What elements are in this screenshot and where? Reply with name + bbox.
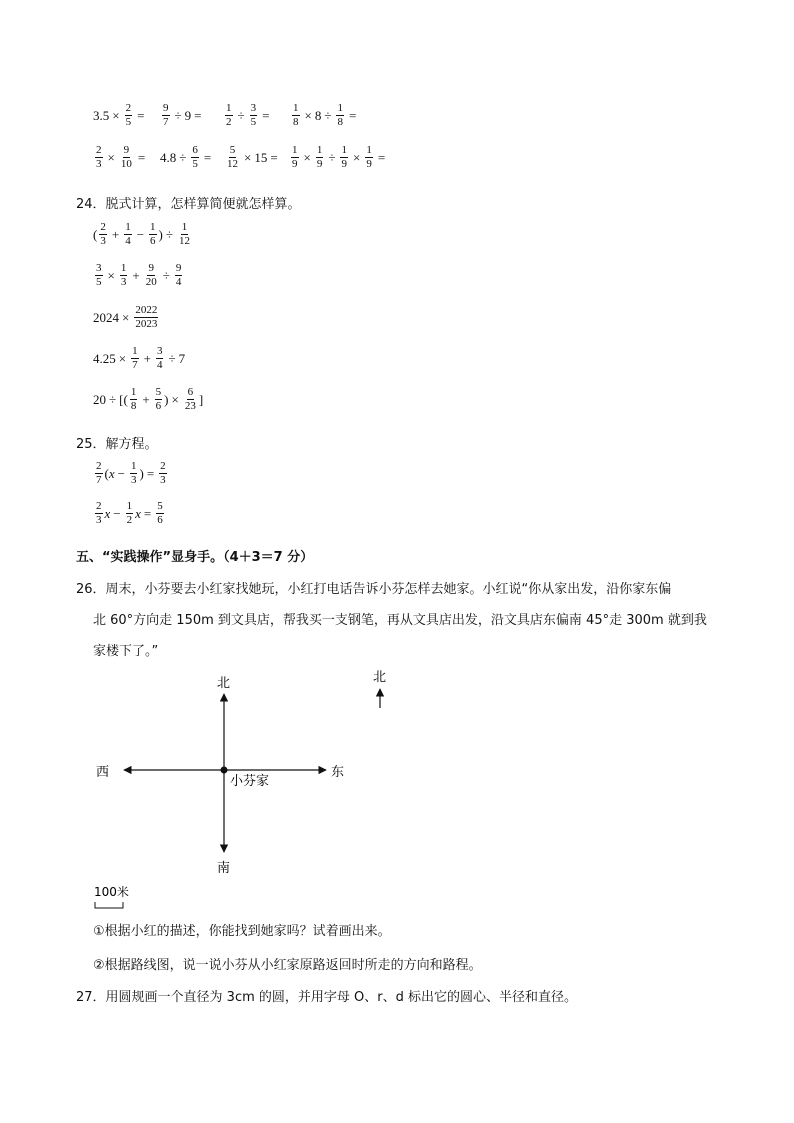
number: 9 xyxy=(184,107,192,123)
q24-expression-2: $\frac{3}{5}$ × $\frac{1}{3}$ + $\frac{9}{20}$ ÷ $\frac{9}{4}$ xyxy=(96,262,182,288)
north-label: 北 xyxy=(217,676,231,691)
operator: ÷ xyxy=(328,149,336,165)
calc-2 xyxy=(160,103,223,128)
calc-7 xyxy=(224,145,289,170)
calc-4 xyxy=(290,103,359,128)
home-point xyxy=(221,767,228,774)
equals: = xyxy=(348,107,357,123)
fraction: $\frac{1}{6}$ xyxy=(150,221,156,247)
fraction: $\frac{1}{2}$ xyxy=(126,500,133,526)
fraction: $\frac{1}{9}$ xyxy=(292,144,298,170)
equals: = xyxy=(137,149,146,165)
fraction: $\frac{9}{7}$ xyxy=(163,102,169,128)
q25-equation-1: $\frac{2}{7}$ ( x − $\frac{1}{3}$ ) = $\frac{2}{3}$ xyxy=(96,460,166,486)
scale-bar xyxy=(95,902,123,908)
home-label: 小芬家 xyxy=(230,774,270,789)
fraction: $\frac{1}{7}$ xyxy=(132,345,138,371)
fraction: $\frac{1}{9}$ xyxy=(366,144,372,170)
fraction: $\frac{9}{4}$ xyxy=(175,262,182,288)
operator: × xyxy=(107,149,115,165)
q24-expression-1: ( $\frac{2}{3}$ + $\frac{1}{4}$ − $\frac{1}{6}$ ) ÷ $\frac{1}{12}$ xyxy=(93,221,191,247)
operator: × xyxy=(112,107,120,123)
equals: = xyxy=(270,149,278,165)
q25-equation-2: $\frac{2}{3}$ x − $\frac{1}{2}$ x = $\frac{5}{6}$ xyxy=(96,500,163,526)
question-26-line-1: 26．周末，小芬要去小红家找她玩，小红打电话告诉小芬怎样去她家。小红说“你从家出发，沿你家东偏 xyxy=(76,582,672,597)
question-24-title: 24．脱式计算，怎样算简便就怎样算。 xyxy=(76,197,301,212)
number: 4.8 xyxy=(160,149,177,165)
fraction: $\frac{6}{23}$ xyxy=(184,386,196,412)
east-label: 东 xyxy=(331,765,345,780)
fraction: $\frac{2}{3}$ xyxy=(160,460,166,486)
operator: × xyxy=(244,149,252,165)
question-26-line-2: 北 60°方向走 150m 到文具店，帮我买一支钢笔，再从文具店出发，沿文具店东偏南 45°走 300m 就到我 xyxy=(93,613,707,628)
operator: ÷ xyxy=(179,149,187,165)
west-label: 西 xyxy=(96,765,110,780)
q24-expression-3: 2024 × $\frac{2022}{2023}$ xyxy=(93,304,158,330)
calc-6 xyxy=(160,145,224,170)
operator: ÷ xyxy=(237,107,245,123)
fraction: $\frac{1}{12}$ xyxy=(179,221,191,247)
calc-3 xyxy=(223,103,290,128)
operator: × xyxy=(352,149,361,165)
fraction: $\frac{1}{4}$ xyxy=(125,221,131,247)
fraction: $\frac{2022}{2023}$ xyxy=(135,304,158,330)
equals: = xyxy=(137,107,145,123)
fraction: $\frac{3}{5}$ xyxy=(250,102,257,128)
fraction: $\frac{5}{6}$ xyxy=(157,500,163,526)
fraction: $\frac{3}{4}$ xyxy=(156,345,163,371)
variable-x: x xyxy=(104,505,111,521)
operator: × xyxy=(304,107,312,123)
question-26-line-3: 家楼下了。” xyxy=(93,644,159,659)
south-label: 南 xyxy=(217,861,231,876)
fraction: $\frac{9}{10}$ xyxy=(120,144,132,170)
fraction: $\frac{2}{3}$ xyxy=(100,221,106,247)
fraction: $\frac{1}{2}$ xyxy=(226,102,232,128)
number: 15 xyxy=(254,149,268,165)
fraction: $\frac{5}{12}$ xyxy=(227,144,238,170)
fraction: $\frac{3}{5}$ xyxy=(96,262,102,288)
direction-diagram xyxy=(0,660,794,910)
fraction: $\frac{6}{5}$ xyxy=(192,144,198,170)
fraction: $\frac{1}{3}$ xyxy=(130,460,137,486)
fraction: $\frac{1}{8}$ xyxy=(130,386,137,412)
fraction: $\frac{9}{20}$ xyxy=(145,262,157,288)
operator: × xyxy=(303,149,311,165)
number: 3.5 xyxy=(93,107,110,123)
fraction: $\frac{5}{6}$ xyxy=(155,386,162,412)
north-marker-label: 北 xyxy=(373,670,387,685)
equals: = xyxy=(203,149,212,165)
equals: = xyxy=(377,149,386,165)
section-5-title: 五、“实践操作”显身手。（4＋3＝7 分） xyxy=(76,550,314,565)
variable-x: x xyxy=(135,505,141,521)
number: 8 xyxy=(314,107,322,123)
fraction: $\frac{1}{9}$ xyxy=(341,144,347,170)
scale-label: 100米 xyxy=(94,885,129,899)
fraction: $\frac{1}{8}$ xyxy=(293,102,299,128)
calc-row-2 xyxy=(93,145,388,170)
operator: ÷ xyxy=(174,107,182,123)
q24-expression-5: 20 ÷ [( $\frac{1}{8}$ + $\frac{5}{6}$ ) × $\frac{6}{23}$ ] xyxy=(93,386,204,412)
fraction: $\frac{1}{3}$ xyxy=(120,262,127,288)
operator: ÷ xyxy=(324,107,332,123)
question-26-sub-1: ①根据小红的描述，你能找到她家吗？试着画出来。 xyxy=(93,924,391,939)
equals: = xyxy=(194,107,202,123)
equals: = xyxy=(262,107,270,123)
q24-expression-4: 4.25 × $\frac{1}{7}$ + $\frac{3}{4}$ ÷ 7 xyxy=(93,345,186,371)
calc-1 xyxy=(93,103,163,128)
variable-x: x xyxy=(108,465,115,481)
fraction: $\frac{2}{3}$ xyxy=(96,144,102,170)
calc-8 xyxy=(289,145,388,170)
fraction: $\frac{2}{5}$ xyxy=(125,102,132,128)
fraction: $\frac{2}{3}$ xyxy=(96,500,102,526)
calc-5 xyxy=(93,145,160,170)
calc-row-1 xyxy=(93,103,359,128)
fraction: $\frac{2}{7}$ xyxy=(96,460,102,486)
fraction: $\frac{1}{9}$ xyxy=(316,144,323,170)
question-26-sub-2: ②根据路线图，说一说小芬从小红家原路返回时所走的方向和路程。 xyxy=(93,958,482,973)
fraction: $\frac{1}{8}$ xyxy=(337,102,343,128)
question-27: 27．用圆规画一个直径为 3cm 的圆，并用字母 O、r、d 标出它的圆心、半径和直径。 xyxy=(76,990,577,1005)
question-25-title: 25．解方程。 xyxy=(76,437,158,452)
